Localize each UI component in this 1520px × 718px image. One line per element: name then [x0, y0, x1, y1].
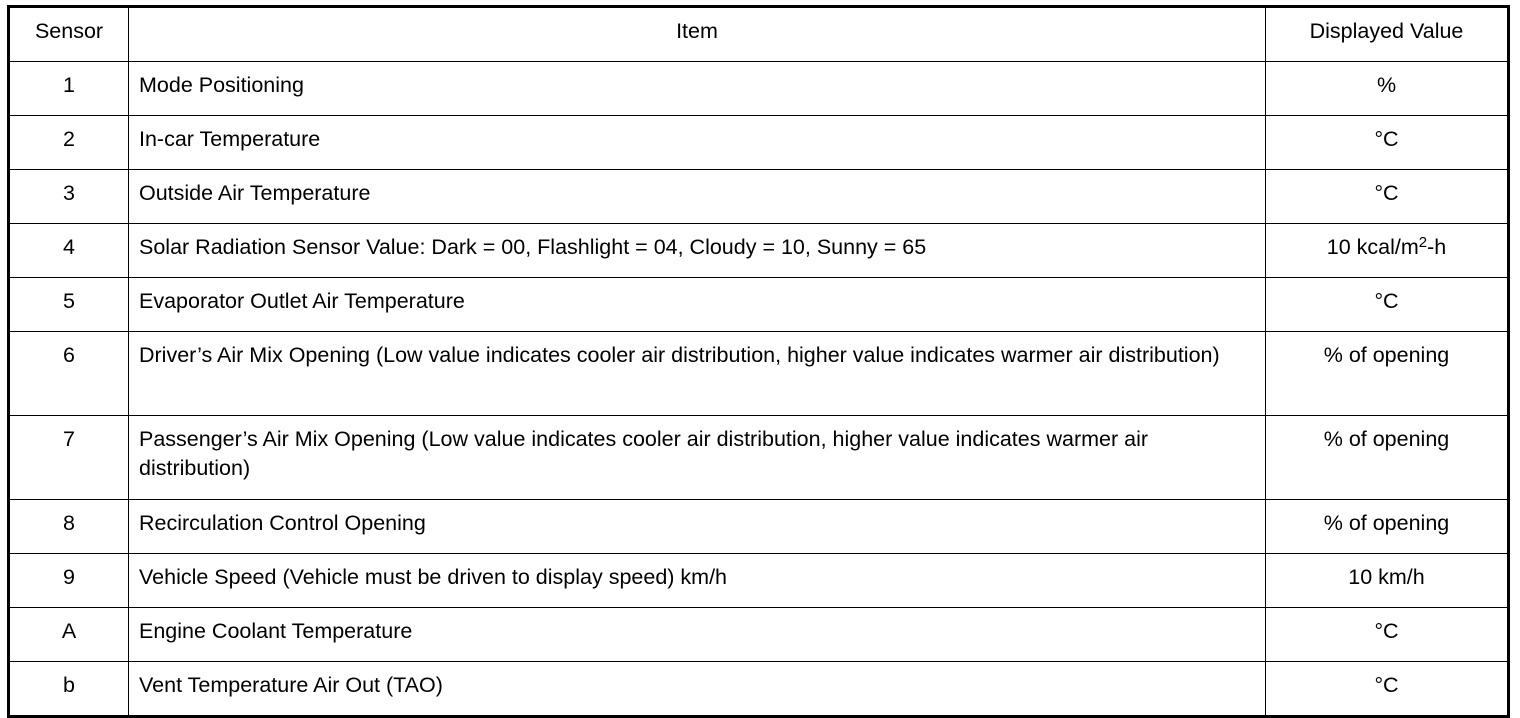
displayed-value — [1266, 224, 1509, 278]
displayed-value: % of opening — [1266, 500, 1509, 554]
displayed-value: 10 km/h — [1266, 554, 1509, 608]
sensor-id: b — [9, 662, 129, 717]
table-row — [9, 416, 1509, 500]
sensor-table — [7, 5, 1510, 718]
displayed-value: % of opening — [1266, 332, 1509, 416]
item-description: Passenger’s Air Mix Opening (Low value indicates cooler air distribution, higher value indicates warmer air distribution) — [129, 416, 1266, 500]
table-row — [9, 608, 1509, 662]
item-description: Outside Air Temperature — [129, 170, 1266, 224]
sensor-id: 3 — [9, 170, 129, 224]
displayed-value: % of opening — [1266, 416, 1509, 500]
item-description: Driver’s Air Mix Opening (Low value indicates cooler air distribution, higher value indicates warmer air distribution) — [129, 332, 1266, 416]
table-row — [9, 554, 1509, 608]
header-sensor: Sensor — [9, 7, 129, 62]
table-row — [9, 170, 1509, 224]
value-superscript: 2 — [1418, 234, 1428, 251]
sensor-id: 8 — [9, 500, 129, 554]
sensor-id: 6 — [9, 332, 129, 416]
table-row — [9, 500, 1509, 554]
table-header-row — [9, 7, 1509, 62]
item-description: In-car Temperature — [129, 116, 1266, 170]
table-row — [9, 224, 1509, 278]
table-row — [9, 62, 1509, 116]
displayed-value: °C — [1266, 170, 1509, 224]
item-description: Recirculation Control Opening — [129, 500, 1266, 554]
sensor-id: 1 — [9, 62, 129, 116]
displayed-value: °C — [1266, 116, 1509, 170]
value-suffix: -h — [1427, 235, 1447, 259]
value-text: 10 kcal/m — [1326, 235, 1419, 259]
displayed-value: °C — [1266, 608, 1509, 662]
item-description: Vent Temperature Air Out (TAO) — [129, 662, 1266, 717]
item-description: Engine Coolant Temperature — [129, 608, 1266, 662]
sensor-id: A — [9, 608, 129, 662]
displayed-value: °C — [1266, 278, 1509, 332]
header-displayed-value: Displayed Value — [1266, 7, 1509, 62]
item-description: Vehicle Speed (Vehicle must be driven to display speed) km/h — [129, 554, 1266, 608]
displayed-value: % — [1266, 62, 1509, 116]
sensor-table-container — [7, 5, 1507, 718]
displayed-value: °C — [1266, 662, 1509, 717]
sensor-id: 5 — [9, 278, 129, 332]
header-item: Item — [129, 7, 1266, 62]
table-row — [9, 662, 1509, 717]
item-description: Mode Positioning — [129, 62, 1266, 116]
table-row — [9, 278, 1509, 332]
item-description: Solar Radiation Sensor Value: Dark = 00, Flashlight = 04, Cloudy = 10, Sunny = 65 — [129, 224, 1266, 278]
sensor-id: 9 — [9, 554, 129, 608]
sensor-id: 2 — [9, 116, 129, 170]
sensor-id: 7 — [9, 416, 129, 500]
table-row — [9, 116, 1509, 170]
table-row — [9, 332, 1509, 416]
item-description: Evaporator Outlet Air Temperature — [129, 278, 1266, 332]
sensor-id: 4 — [9, 224, 129, 278]
